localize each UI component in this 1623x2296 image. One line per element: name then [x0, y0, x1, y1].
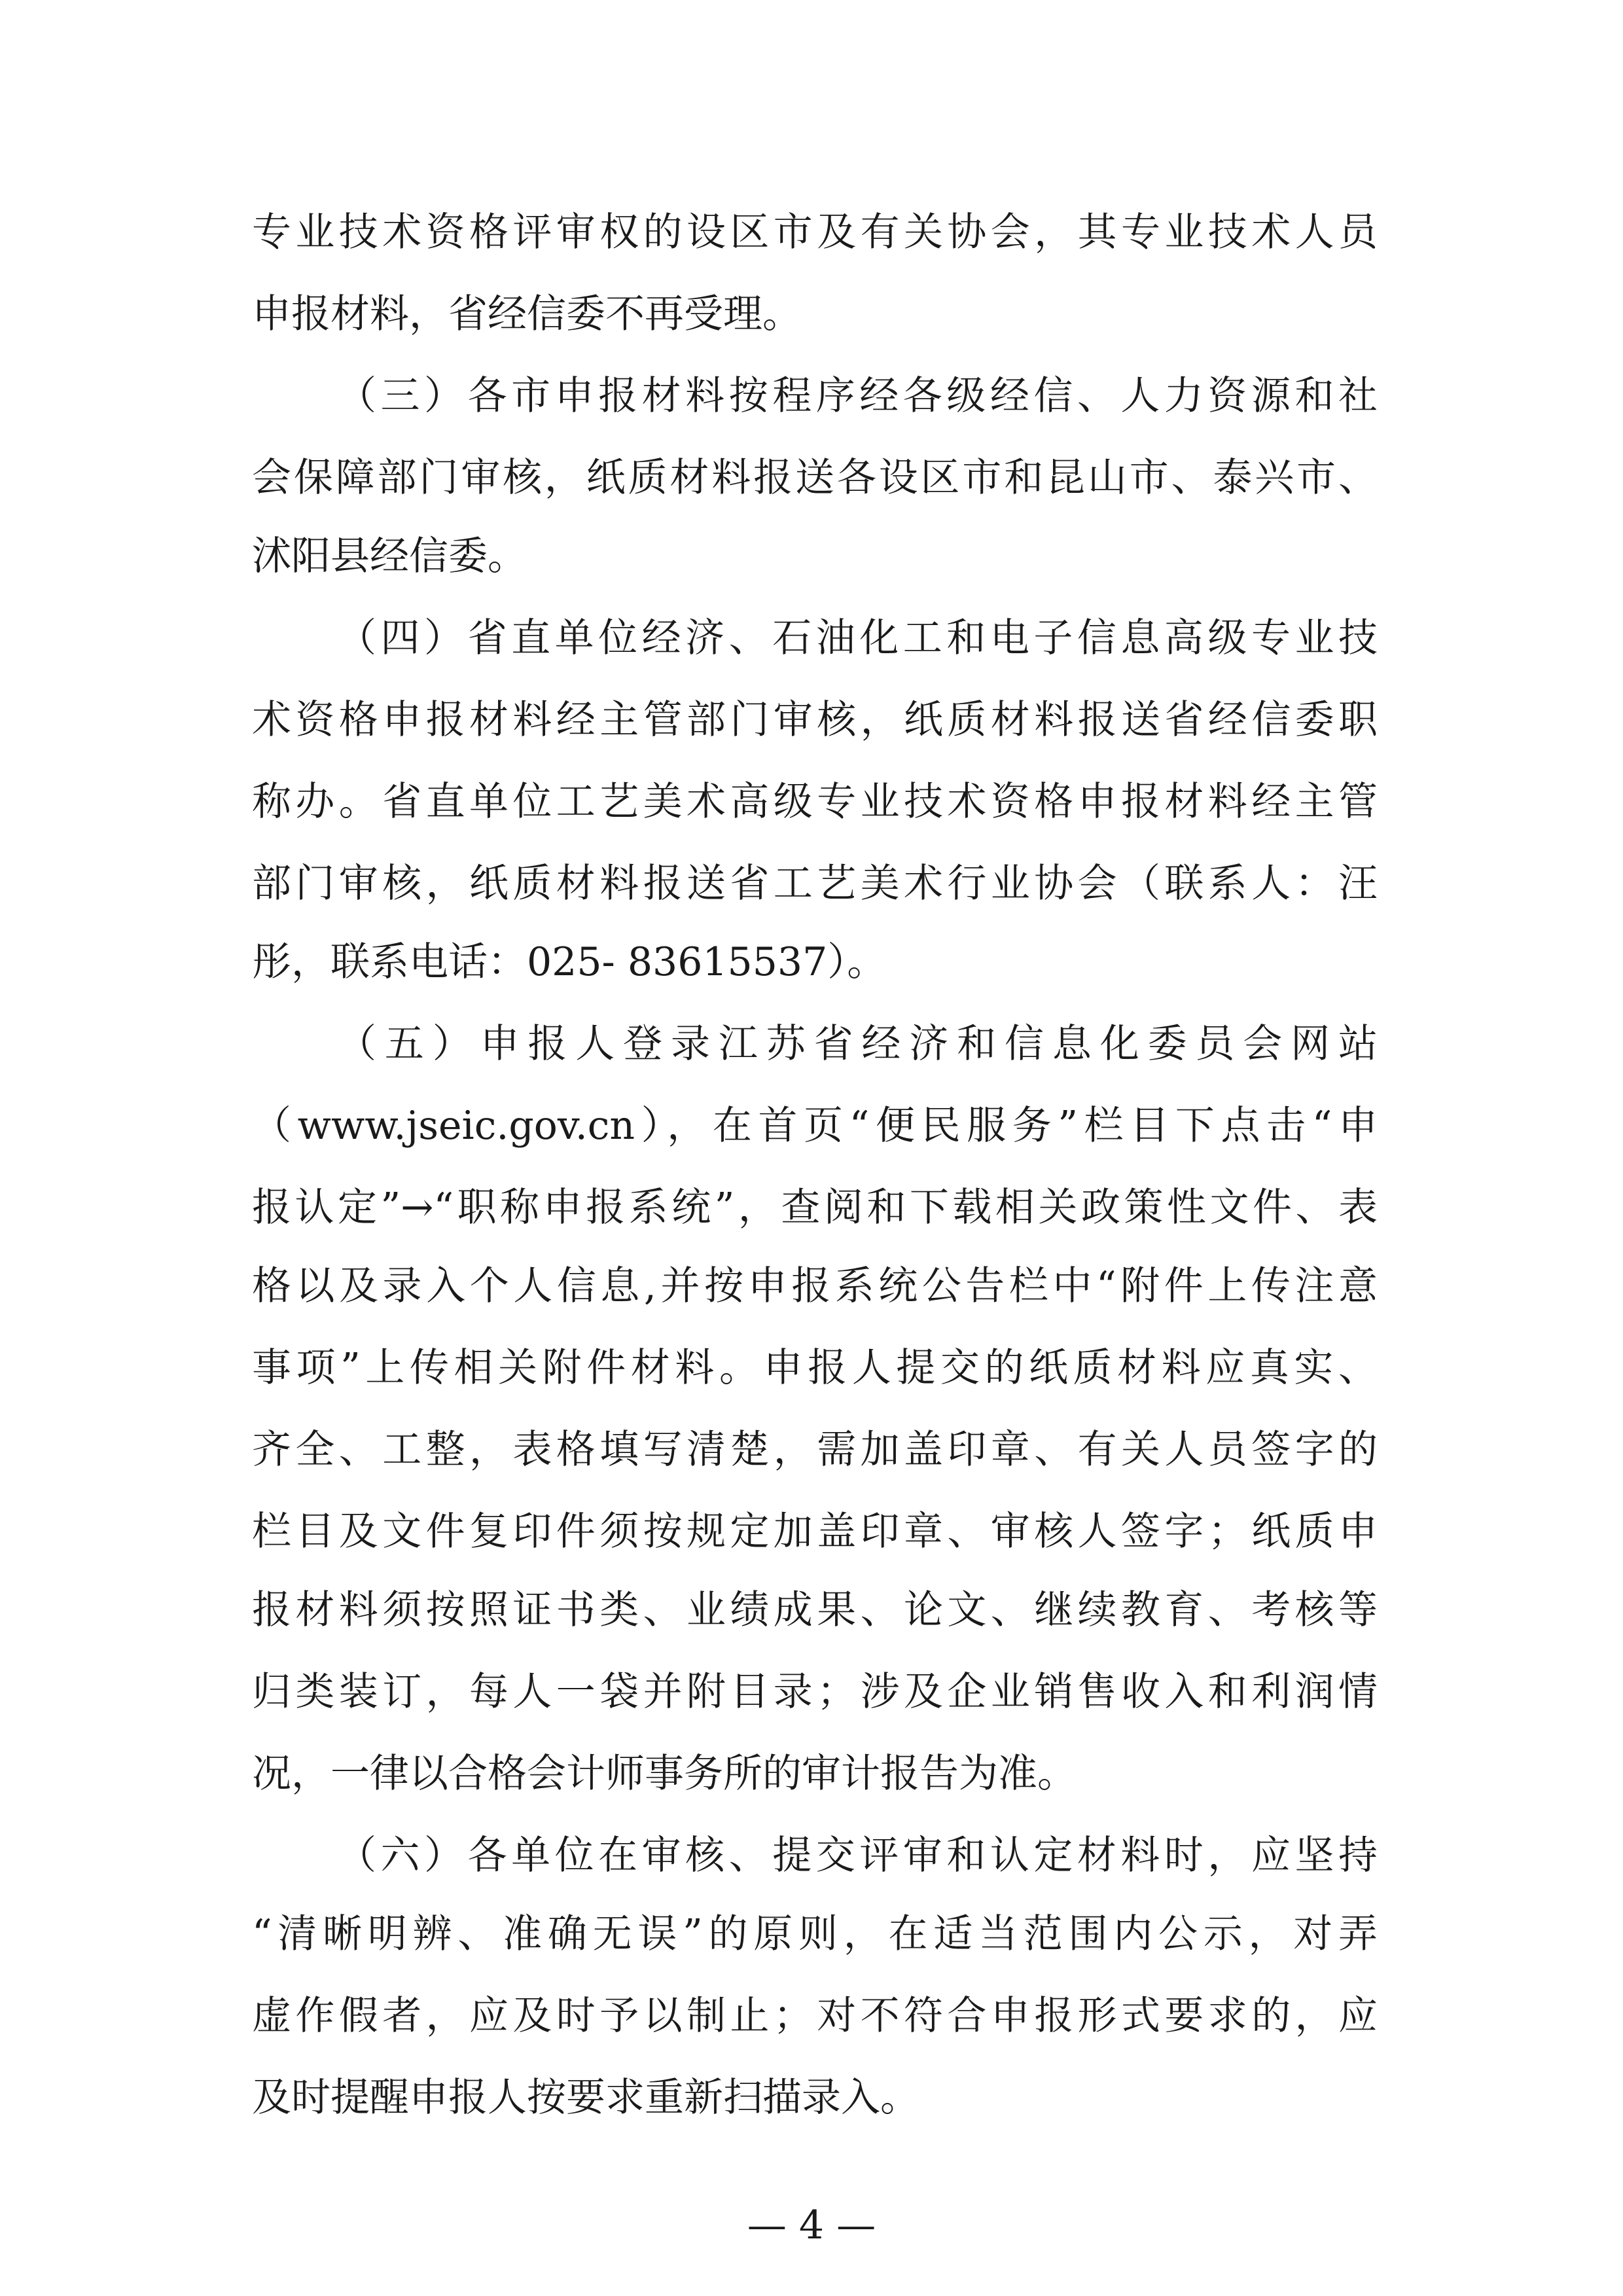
paragraph-start-line: （四）省直单位经济、石油化工和电子信息高级专业技 — [337, 615, 1378, 661]
text-line: 齐全、工整，表格填写清楚，需加盖印章、有关人员签字的 — [252, 1427, 1378, 1473]
page-number: — 4 — — [747, 2202, 876, 2248]
text-line: 沭阳县经信委。 — [252, 533, 527, 579]
text-line: 栏目及文件复印件须按规定加盖印章、审核人签字；纸质申 — [252, 1509, 1378, 1554]
text-line: 专业技术资格评审权的设区市及有关协会，其专业技术人员 — [252, 209, 1378, 255]
paragraph-start-line: （六）各单位在审核、提交评审和认定材料时，应坚持 — [337, 1833, 1378, 1878]
paragraph-start-line: （三）各市申报材料按程序经各级经信、人力资源和社 — [337, 373, 1378, 419]
text-line: 部门审核，纸质材料报送省工艺美术行业协会（联系人：汪 — [252, 861, 1378, 906]
text-line: 及时提醒申报人按要求重新扫描录入。 — [252, 2075, 919, 2121]
paragraph-start-line: （五）申报人登录江苏省经济和信息化委员会网站 — [337, 1021, 1378, 1067]
text-line: 报材料须按照证书类、业绩成果、论文、继续教育、考核等 — [252, 1587, 1378, 1633]
text-line: 况，一律以合格会计师事务所的审计报告为准。 — [252, 1751, 1077, 1797]
text-line: 彤，联系电话：025- 83615537）。 — [252, 939, 887, 985]
text-line: 申报材料，省经信委不再受理。 — [252, 291, 802, 337]
text-line: “清晰明辨、准确无误”的原则，在适当范围内公示，对弄 — [252, 1911, 1378, 1957]
text-line: 称办。省直单位工艺美术高级专业技术资格申报材料经主管 — [252, 779, 1378, 825]
text-line: 报认定”→“职称申报系统”，查阅和下载相关政策性文件、表 — [252, 1185, 1378, 1230]
text-line: 归类装订，每人一袋并附目录；涉及企业销售收入和利润情 — [252, 1669, 1378, 1715]
text-line: 会保障部门审核，纸质材料报送各设区市和昆山市、泰兴市、 — [252, 455, 1378, 501]
text-line: 虚作假者，应及时予以制止；对不符合申报形式要求的，应 — [252, 1993, 1378, 2039]
text-line: 事项”上传相关附件材料。申报人提交的纸质材料应真实、 — [252, 1345, 1378, 1391]
text-line: （www.jseic.gov.cn），在首页“便民服务”栏目下点击“申 — [252, 1103, 1378, 1149]
text-line: 格以及录入个人信息,并按申报系统公告栏中“附件上传注意 — [252, 1263, 1378, 1309]
text-line: 术资格申报材料经主管部门审核，纸质材料报送省经信委职 — [252, 697, 1378, 743]
